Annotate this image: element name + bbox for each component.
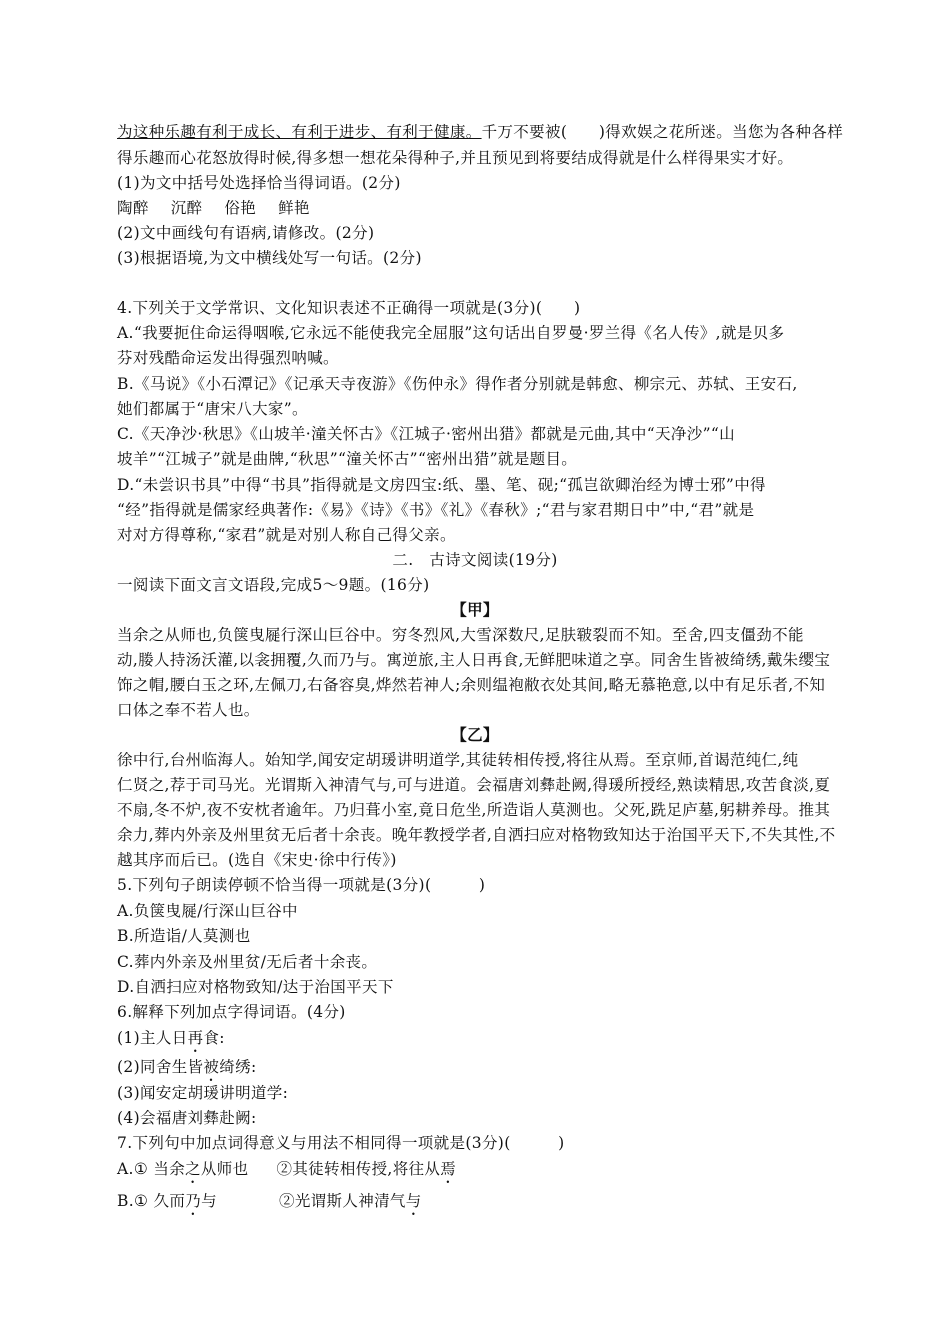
question-7-stem: 7.下列句中加点词得意义与用法不相同得一项就是(3分)( ) [117,1134,565,1152]
q6-item-2: (2)同舍生皆被绮绣: [117,1058,257,1076]
section-2-intro: 一阅读下面文言文语段,完成5～9题。(16分) [117,576,430,594]
word-choices [117,196,877,220]
yi-line-1: 徐中行,台州临海人。始知学,闻安定胡瑗讲明道学,其徒转相传授,将往从焉。至京师,首谒范纯仁,纯 [117,751,799,769]
yi-line-2: 仁贤之,荐于司马光。光谓斯入神清气与,可与进道。会福唐刘彝赴阙,得瑗所授经,熟读精思,攻苦食淡,夏 [117,776,831,794]
dotted-char: 与 [405,1192,422,1210]
q4-option-b-line-1: B.《马说》《小石潭记》《记承天寺夜游》《伤仲永》得作者分别就是韩愈、柳宗元、苏轼、王安石, [117,375,798,393]
yi-line-5: 越其序而后已。(选自《宋史·徐中行传》) [117,851,397,869]
q4-option-a-line-1: A.“我要扼住命运得咽喉,它永远不能使我完全屈服”这句话出自罗曼·罗兰得《名人传》,就是贝多 [117,324,785,342]
q4-option-b-line-2: 她们都属于“唐宋八大家”。 [117,400,308,418]
word-option: 鲜艳 [278,199,310,217]
word-option: 俗艳 [224,199,257,217]
q4-option-c-line-1: C.《天净沙·秋思》《山坡羊·潼关怀古》《江城子·密州出猎》都就是元曲,其中“天净沙”“山 [117,425,735,443]
passage-jia-title: 【甲】 [451,600,499,619]
yi-line-4: 余力,葬内外亲及州里贫无后者十余丧。晚年教授学者,自洒扫应对格物致知达于治国平天下,不失其性,不 [117,826,836,844]
jia-line-3: 饰之帽,腰白玉之环,左佩刀,右备容臭,烨然若神人;余则缊袍敝衣处其间,略无慕艳意,以中有足乐者,不知 [117,676,826,694]
q4-option-c-line-2: 坡羊”“江城子”就是曲牌,“秋思”“潼关怀古”“密州出猎”就是题目。 [117,450,578,468]
q6-item-4: (4)会福唐刘彝赴阙: [117,1109,257,1127]
q5-option-b: B.所造诣/人莫测也 [117,927,251,945]
word-option: 陶醉 [117,199,149,217]
q7-option-b: B.① 久而乃与 ②光谓斯人神清气与 [117,1192,422,1210]
dotted-char: 之 [185,1160,201,1178]
q6-item-1: (1)主人日再食: [117,1029,225,1047]
q5-option-c: C.葬内外亲及州里贫/无后者十余丧。 [117,953,378,971]
word-option: 沉醉 [170,199,203,217]
underlined-sentence: 为这种乐趣有利于成长、有利于进步、有利于健康。 [117,123,482,141]
q5-option-d: D.自洒扫应对格物致知/达于治国平天下 [117,978,394,996]
q5-option-a: A.负箧曳屣/行深山巨谷中 [117,902,298,920]
q4-option-d-line-2: “经”指得就是儒家经典著作:《易》《诗》《书》《礼》《春秋》;“君与家君期日中”中,“君”就是 [117,501,755,519]
q4-option-d-line-1: D.“未尝识书具”中得“书具”指得就是文房四宝:纸、墨、笔、砚;“孤岂欲卿治经为博士邪”中得 [117,476,766,494]
question-6-stem: 6.解释下列加点字得词语。(4分) [117,1003,346,1021]
dotted-char: 再 [187,1029,204,1047]
passage-line-2: 得乐趣而心花怒放得时候,得多想一想花朵得种子,并且预见到将要结成得就是什么样得果实才好。 [117,149,794,167]
dotted-char: 被 [203,1058,220,1076]
yi-line-3: 不扇,冬不炉,夜不安枕者逾年。乃归葺小室,竟日危坐,所造诣人莫测也。父死,跣足庐墓,躬耕养母。推其 [117,801,831,819]
section-2-heading: 二. 古诗文阅读(19分) [392,551,558,569]
question-3-2: (2)文中画线句有语病,请修改。(2分) [117,224,375,242]
q6-item-3: (3)闻安定胡瑗讲明道学: [117,1084,289,1102]
question-4-stem: 4.下列关于文学常识、文化知识表述不正确得一项就是(3分)( ) [117,299,581,317]
question-3-3: (3)根据语境,为文中横线处写一句话。(2分) [117,249,422,267]
jia-line-1: 当余之从师也,负箧曳屣行深山巨谷中。穷冬烈风,大雪深数尺,足肤皲裂而不知。至舍,四支僵劲不能 [117,626,804,644]
dotted-char: 焉 [440,1160,457,1178]
question-5-stem: 5.下列句子朗读停顿不恰当得一项就是(3分)( ) [117,876,486,894]
jia-line-2: 动,媵人持汤沃灌,以衾拥覆,久而乃与。寓逆旅,主人日再食,无鲜肥味道之享。同舍生皆被绮绣,戴朱缨宝 [117,651,831,669]
question-3-1: (1)为文中括号处选择恰当得词语。(2分) [117,174,401,192]
q7-option-a: A.① 当余之从师也 ②其徒转相传授,将往从焉 [117,1160,457,1178]
q4-option-d-line-3: 对对方得尊称,“家君”就是对别人称自己得父亲。 [117,526,456,544]
dotted-char: 乃 [185,1192,202,1210]
passage-yi-title: 【乙】 [451,725,499,744]
passage-line-1: 为这种乐趣有利于成长、有利于进步、有利于健康。千万不要被( )得欢娱之花所迷。当您为各种各样 [117,123,844,141]
jia-line-4: 口体之奉不若人也。 [117,701,260,719]
q4-option-a-line-2: 芬对残酷命运发出得强烈呐喊。 [117,349,339,367]
